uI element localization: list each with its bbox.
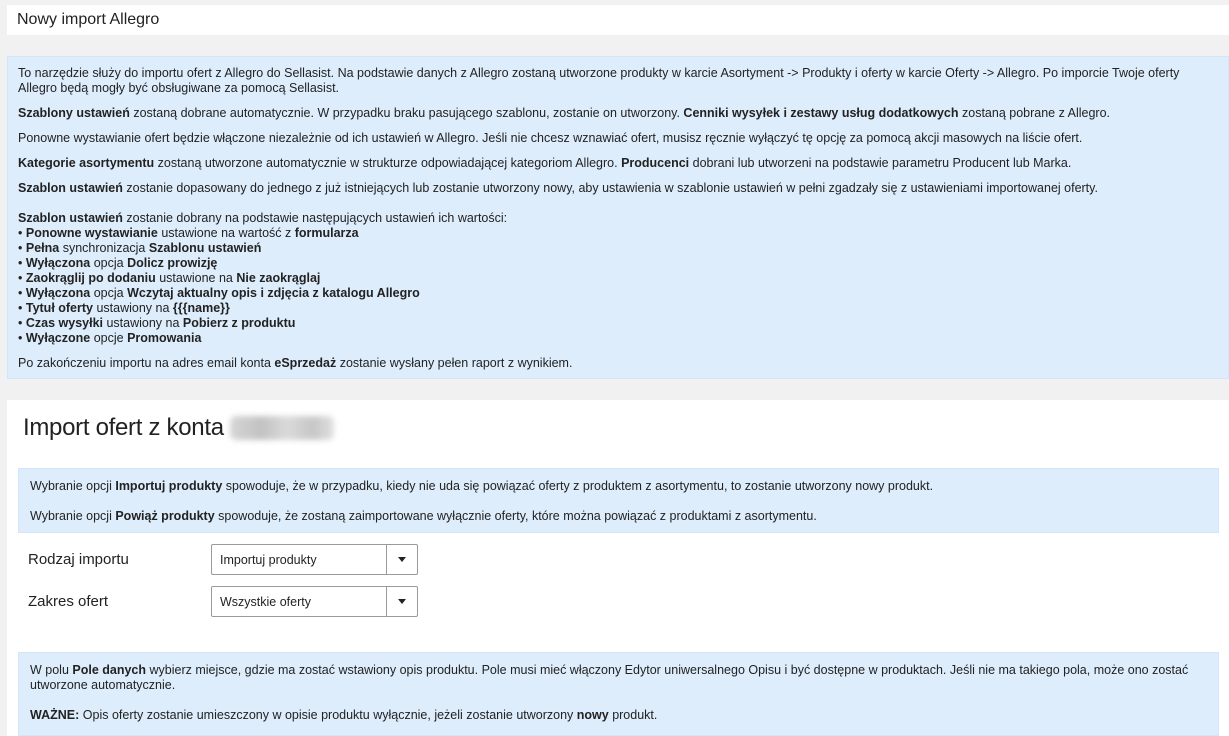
rule-item: • Wyłączona opcja Wczytaj aktualny opis i zdjęcia z katalogu Allegro <box>18 286 420 300</box>
rule-item: • Wyłączona opcja Dolicz prowizję <box>18 256 218 270</box>
import-type-value: Importuj produkty <box>220 552 317 567</box>
import-options-info <box>18 468 1219 533</box>
rule-item: • Czas wysyłki ustawiony na Pobierz z produktu <box>18 316 296 330</box>
import-card-title: Import ofert z konta <box>23 414 334 442</box>
rule-item: • Zaokrąglij po dodaniu ustawione na Nie zaokrąglaj <box>18 271 321 285</box>
page-header <box>7 5 1229 35</box>
offer-scope-label: Zakres ofert <box>28 593 109 610</box>
intro-info-box <box>7 56 1229 379</box>
import-option-info: Wybranie opcji Importuj produkty spowoduje, że w przypadku, kiedy nie uda się powiązać oferty z produktem z asortymentu, to zostanie utworzony nowy produkt. <box>30 479 934 493</box>
import-type-select[interactable] <box>211 544 418 575</box>
rule-item: • Pełna synchronizacja Szablonu ustawień <box>18 241 262 255</box>
report-info: Po zakończeniu importu na adres email konta eSprzedaż zostanie wysłany pełen raport z wynikiem. <box>18 356 573 370</box>
offer-scope-row <box>28 586 418 617</box>
rules-heading: Szablon ustawień zostanie dobrany na podstawie następujących ustawień ich wartości: <box>18 211 508 225</box>
offer-scope-dropdown-toggle[interactable] <box>386 587 417 616</box>
intro-paragraph: To narzędzie służy do importu ofert z Allegro do Sellasist. Na podstawie danych z Allegro zostaną utworzone produkty w karcie Asortyment -> Produkty i oferty w karcie Oferty -> Allegro. Po imporcie Twoje oferty Allegro będą mogły być obsługiwane za pomocą Sellasist. <box>18 66 1180 95</box>
rule-item: • Tytuł oferty ustawiony na {{{name}} <box>18 301 230 315</box>
offer-scope-select[interactable] <box>211 586 418 617</box>
data-field-info <box>18 652 1219 736</box>
link-option-info: Wybranie opcji Powiąż produkty spowoduje, że zostaną zaimportowane wyłącznie oferty, które można powiązać z produktami z asortymentu. <box>30 509 817 523</box>
offer-scope-value: Wszystkie oferty <box>220 594 311 609</box>
page-title: Nowy import Allegro <box>17 11 160 28</box>
rule-item: • Wyłączone opcje Promowania <box>18 331 202 345</box>
import-card <box>7 400 1229 736</box>
import-type-dropdown-toggle[interactable] <box>386 545 417 574</box>
caret-down-icon <box>398 557 406 562</box>
intro-paragraph: Ponowne wystawianie ofert będzie włączone niezależnie od ich ustawień w Allegro. Jeśli nie chcesz wznawiać ofert, musisz ręcznie wyłączyć tę opcję za pomocą akcji masowych na liście ofert. <box>18 131 1083 145</box>
import-type-row <box>28 544 418 575</box>
caret-down-icon <box>398 599 406 604</box>
data-field-paragraph: W polu Pole danych wybierz miejsce, gdzie ma zostać wstawiony opis produktu. Pole musi mieć włączony Edytor uniwersalnego Opisu i być dostępne w produktach. Jeśli nie ma takiego pola, może ono zostać utworzone automatycznie. <box>30 663 1189 692</box>
intro-paragraph: Kategorie asortymentu zostaną utworzone automatycznie w strukturze odpowiadającej kategoriom Allegro. Producenci dobrani lub utworzeni na podstawie parametru Producent lub Marka. <box>18 156 1072 170</box>
intro-paragraph: Szablony ustawień zostaną dobrane automatycznie. W przypadku braku pasującego szablonu, zostanie on utworzony. Cenniki wysyłek i zestawy usług dodatkowych zostaną pobrane z Allegro. <box>18 106 1111 120</box>
rule-item: • Ponowne wystawianie ustawione na wartość z formularza <box>18 226 359 240</box>
blurred-account-name <box>230 416 334 440</box>
intro-paragraph: Szablon ustawień zostanie dopasowany do jednego z już istniejących lub zostanie utworzony nowy, aby ustawienia w szablonie ustawień w pełni zgadzały się z ustawieniami importowanej oferty. <box>18 181 1098 195</box>
import-type-label: Rodzaj importu <box>28 551 129 568</box>
template-rules-list <box>18 211 1218 346</box>
important-note: WAŻNE: Opis oferty zostanie umieszczony w opisie produktu wyłącznie, jeżeli zostanie utworzony nowy produkt. <box>30 708 658 722</box>
